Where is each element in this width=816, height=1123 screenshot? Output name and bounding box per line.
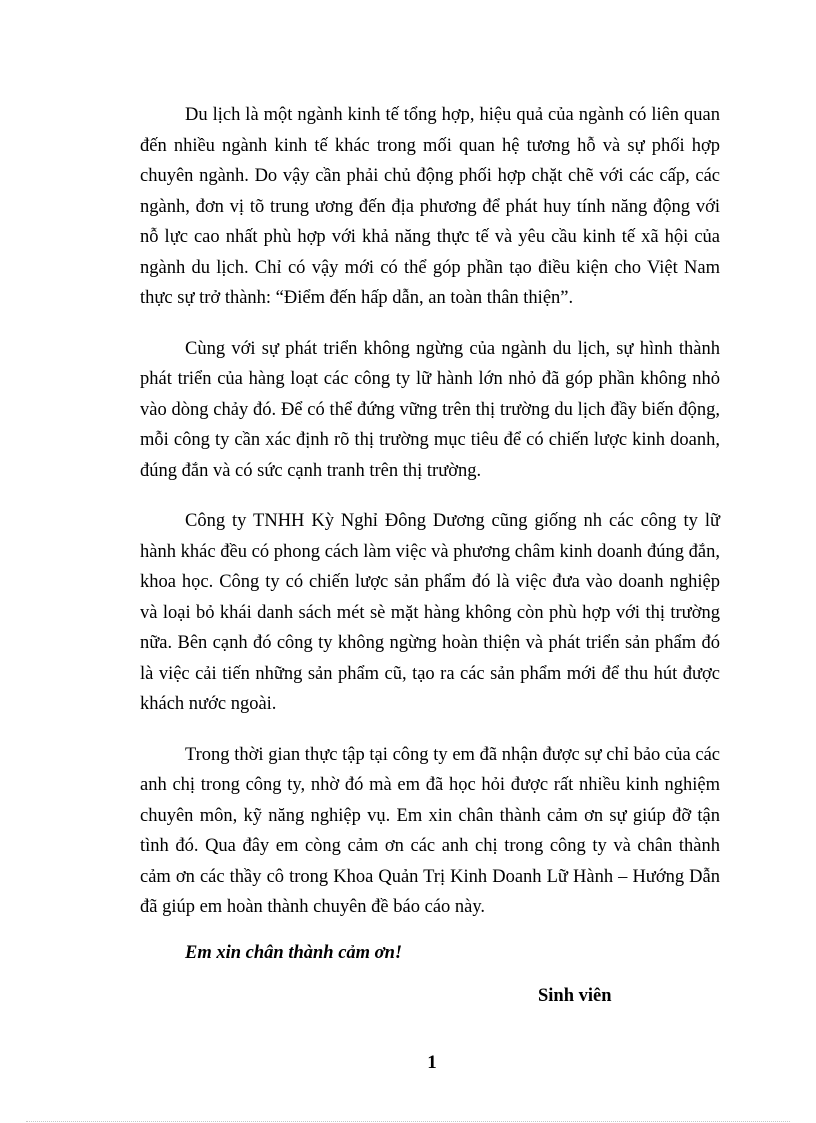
paragraph-development: Cùng với sự phát triển không ngừng của ngành du lịch, sự hình thành phát triển của hàng loạt các công ty lữ hành lớn nhỏ đã góp phần không nhỏ vào dòng chảy đó. Để có thể đứng vững trên thị trường du lịch đầy biến động, mỗi công ty cần xác định rõ thị trường mục tiêu để có chiến lược kinh doanh, đúng đắn và có sức cạnh tranh trên thị trường. — [140, 338, 720, 481]
paragraph-acknowledgement: Trong thời gian thực tập tại công ty em đã nhận được sự chỉ bảo của các anh chị trong công ty, nhờ đó mà em đã học hỏi được rất nhiều kinh nghiệm chuyên môn, kỹ năng nghiệp vụ. Em xin chân thành cảm ơn sự giúp đỡ tận tình đó. Qua đây em còng cảm ơn các anh chị trong công ty và chân thành cảm ơn các thầy cô trong Khoa Quản Trị Kinh Doanh Lữ Hành – Hướng Dẫn đã giúp em hoàn thành chuyên đề báo cáo này. — [140, 744, 720, 917]
paragraph-intro: Du lịch là một ngành kinh tế tổng hợp, hiệu quả của ngành có liên quan đến nhiều ngành kinh tế khác trong mối quan hệ tương hỗ và sự phối hợp chuyên ngành. Do vậy cần phải chủ động phối hợp chặt chẽ với các cấp, các ngành, đơn vị tõ trung ương đến địa phương để phát huy tính năng động với nỗ lực cao nhất phù hợp với khả năng thực tế và yêu cầu kinh tế xã hội của ngành du lịch. Chỉ có vậy mới có thể góp phần tạo điều kiện cho Việt Nam thực sự trở thành: “Điểm đến hấp dẫn, an toàn thân thiện”. — [140, 105, 720, 308]
paragraph-company: Công ty TNHH Kỳ Nghỉ Đông Dương cũng giống nh các công ty lữ hành khác đều có phong cách làm việc và phương châm kinh doanh đúng đắn, khoa học. Công ty có chiến lược sản phẩm đó là việc đưa vào doanh nghiệp và loại bỏ khái danh sách mét sè mặt hàng không còn phù hợp với thị trường nữa. Bên cạnh đó công ty không ngừng hoàn thiện và phát triển sản phẩm đó là việc cải tiến những sản phẩm cũ, tạo ra các sản phẩm mới để thu hút được khách nước ngoài. — [140, 511, 720, 714]
document-body — [140, 100, 720, 1007]
signature-label: Sinh viên — [538, 985, 612, 1006]
page-bottom-divider — [26, 1121, 790, 1122]
closing-thanks: Em xin chân thành cảm ơn! — [185, 942, 403, 963]
page-number: 1 — [427, 1052, 437, 1073]
